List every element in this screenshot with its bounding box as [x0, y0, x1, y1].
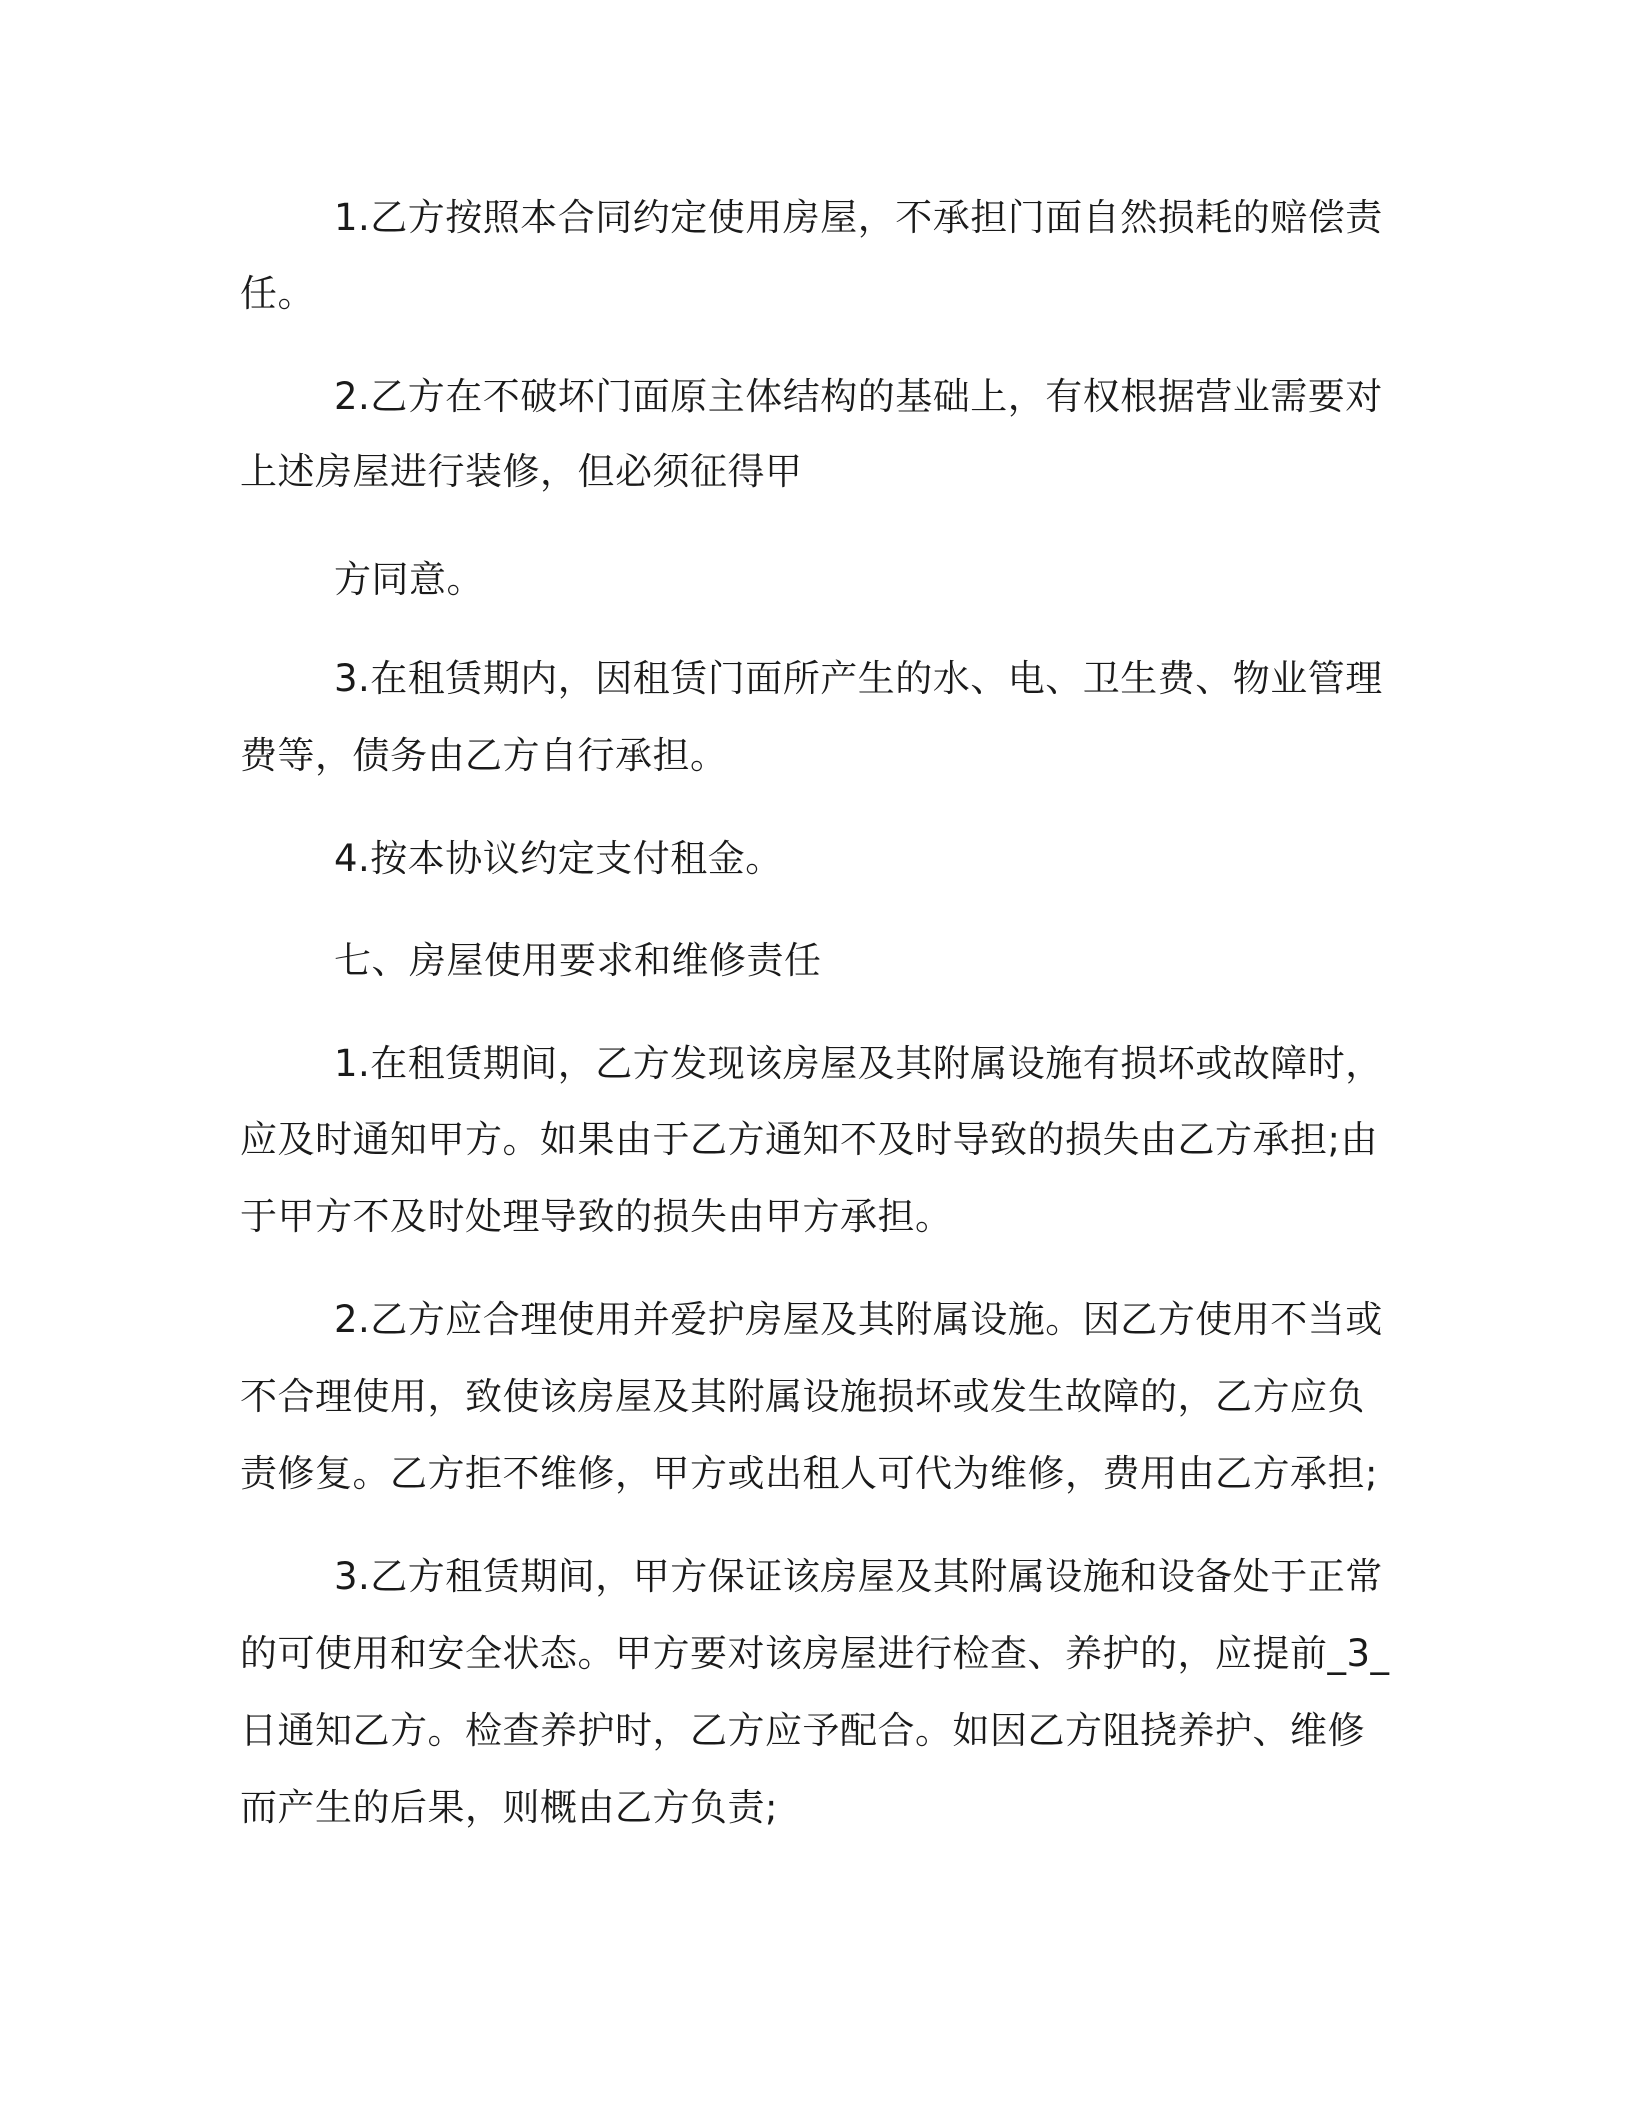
section-item-1-line-1: 1.在租赁期间，乙方发现该房屋及其附属设施有损坏或故障时，: [334, 1042, 1383, 1085]
section-item-1-line-3: 于甲方不及时处理导致的损失由甲方承担。: [240, 1195, 953, 1238]
clause-1-line-1: 1.乙方按照本合同约定使用房屋，不承担门面自然损耗的赔偿责: [334, 196, 1383, 239]
clause-2-line-2: 上述房屋进行装修，但必须征得甲: [240, 450, 803, 493]
clause-1-line-2: 任。: [240, 272, 315, 315]
section-item-2-line-3: 责修复。乙方拒不维修，甲方或出租人可代为维修，费用由乙方承担;: [240, 1452, 1378, 1495]
clause-4-line-1: 4.按本协议约定支付租金。: [334, 837, 783, 880]
section-item-3-line-1: 3.乙方租赁期间，甲方保证该房屋及其附属设施和设备处于正常: [334, 1555, 1383, 1598]
section-item-2-line-2: 不合理使用，致使该房屋及其附属设施损坏或发生故障的，乙方应负: [240, 1375, 1365, 1418]
section-item-3-line-3: 日通知乙方。检查养护时，乙方应予配合。如因乙方阻挠养护、维修: [240, 1709, 1365, 1752]
clause-3-line-2: 费等，债务由乙方自行承担。: [240, 734, 728, 777]
clause-2-line-1: 2.乙方在不破坏门面原主体结构的基础上，有权根据营业需要对: [334, 375, 1383, 418]
section-item-3-line-2: 的可使用和安全状态。甲方要对该房屋进行检查、养护的，应提前_3_: [240, 1632, 1390, 1675]
section-item-3-line-4: 而产生的后果，则概由乙方负责;: [240, 1786, 778, 1829]
section-item-1-line-2: 应及时通知甲方。如果由于乙方通知不及时导致的损失由乙方承担;由: [240, 1118, 1378, 1161]
section-heading: 七、房屋使用要求和维修责任: [334, 939, 822, 982]
section-item-2-line-1: 2.乙方应合理使用并爱护房屋及其附属设施。因乙方使用不当或: [334, 1298, 1383, 1341]
clause-3-line-1: 3.在租赁期内，因租赁门面所产生的水、电、卫生费、物业管理: [334, 657, 1383, 700]
clause-2-line-3: 方同意。: [334, 558, 484, 601]
